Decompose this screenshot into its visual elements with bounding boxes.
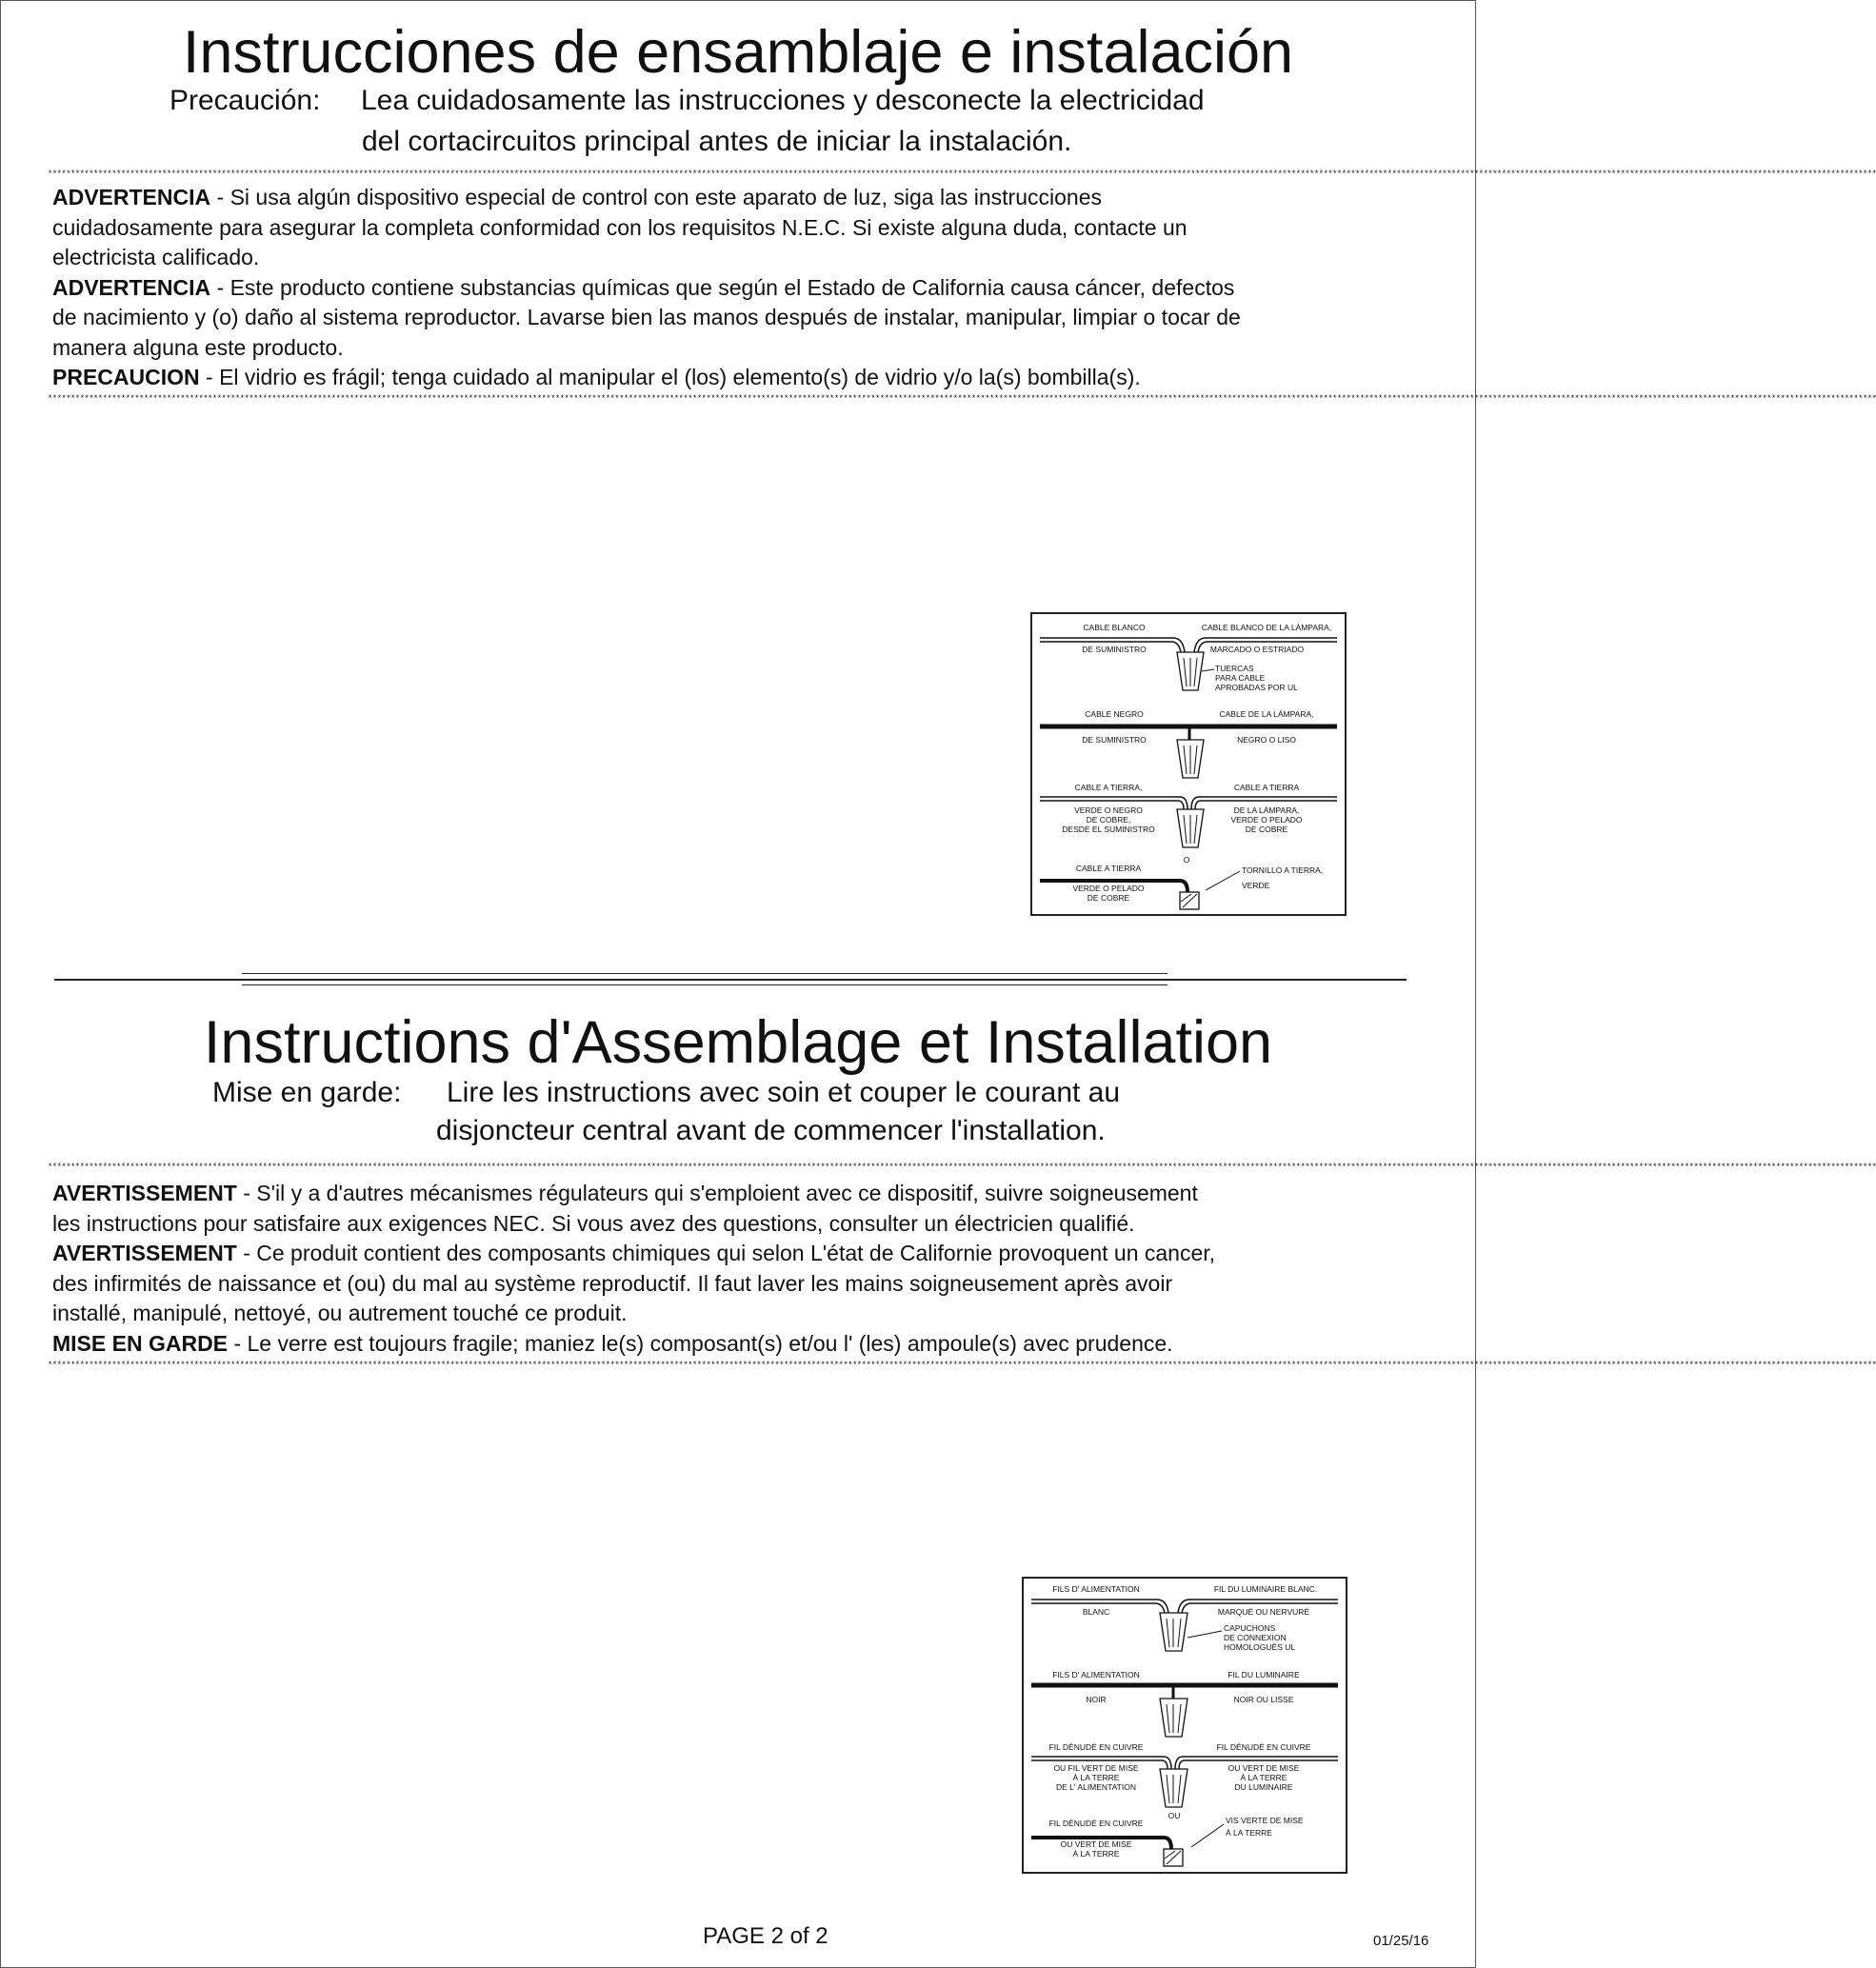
diagram-label: CABLE A TIERRA bbox=[1075, 864, 1142, 873]
diagram-label: À LA TERRE bbox=[1240, 1773, 1287, 1782]
spanish-warnings: ADVERTENCIA - Si usa algún dispositivo especial de control con este aparato de luz, siga las instrucciones cuidadosamente para asegurar la completa conformidad con los requisitos N.E.C. Si existe alguna duda, contacte un electricista calificado. ADVERTENCIA - Este producto contiene substancias químicas que según el Estado de California causa cáncer, defectos de nacimiento y (o) daño al sistema reproductor. Lavarse bien las manos después de instalar, manipular, limpiar o tocar de manera alguna este producto. PRECAUCION - El vidrio es frágil; tenga cuidado al manipular el (los) elemento(s) de vidrio y/o la(s) bombilla(s). bbox=[52, 183, 1443, 393]
diagram-label: FIL DÉNUDÉ EN CUIVRE bbox=[1048, 1742, 1144, 1752]
diagram-label: PARA CABLE bbox=[1215, 673, 1266, 683]
french-title: Instructions d'Assemblage et Installation bbox=[203, 1009, 1273, 1076]
diagram-label: OU VERT DE MISE bbox=[1227, 1763, 1300, 1773]
diagram-label: NEGRO O LISO bbox=[1237, 735, 1296, 745]
diagram-label: FIL DU LUMINAIRE bbox=[1227, 1670, 1300, 1680]
diagram-label: À LA TERRE bbox=[1072, 1849, 1120, 1859]
asterisk-divider: **************************************************************************************************************************************************************************************************************************************************************************************************************************************************************************************************************** bbox=[48, 169, 1876, 179]
diagram-label: DE COBRE, bbox=[1086, 815, 1131, 825]
spanish-warning-2: ADVERTENCIA - Este producto contiene substancias químicas que según el Estado de California causa cáncer, defectos bbox=[52, 274, 1235, 300]
diagram-label: MARCADO O ESTRIADO bbox=[1209, 645, 1305, 654]
diagram-label: DE L' ALIMENTATION bbox=[1056, 1782, 1136, 1792]
diagram-label: FIL DÉNUDÉ EN CUIVRE bbox=[1216, 1742, 1311, 1752]
diagram-label: VERDE O NEGRO bbox=[1074, 805, 1143, 815]
spanish-caution-glass: PRECAUCION - El vidrio es frágil; tenga cuidado al manipular el (los) elemento(s) de vidrio y/o la(s) bombilla(s). bbox=[52, 365, 1141, 389]
diagram-label: OU VERT DE MISE bbox=[1060, 1839, 1132, 1849]
diagram-label: VERDE O PELADO bbox=[1230, 815, 1303, 825]
diagram-label: HOMOLOGUÉS UL bbox=[1224, 1642, 1296, 1652]
diagram-label: DE SUMINISTRO bbox=[1082, 735, 1147, 745]
diagram-label: CABLE BLANCO DE LA LÁMPARA, bbox=[1201, 623, 1332, 632]
french-warning-2: AVERTISSEMENT - Ce produit contient des composants chimiques qui selon L'état de Californie provoquent un cancer, bbox=[52, 1241, 1216, 1265]
spanish-title: Instrucciones de ensamblaje e instalación bbox=[182, 19, 1294, 86]
page-number: PAGE 2 of 2 bbox=[703, 1923, 828, 1949]
diagram-label: BLANC bbox=[1082, 1607, 1110, 1617]
diagram-label: FIL DU LUMINAIRE BLANC. bbox=[1213, 1584, 1318, 1594]
spanish-caution-line2: del cortacircuitos principal antes de iniciar la instalación. bbox=[362, 126, 1072, 157]
asterisk-divider: **************************************************************************************************************************************************************************************************************************************************************************************************************************************************************************************************************** bbox=[48, 394, 1876, 404]
diagram-label: O bbox=[1183, 855, 1190, 865]
diagram-label: DE COBRE bbox=[1087, 893, 1130, 903]
diagram-label: TUERCAS bbox=[1215, 664, 1254, 673]
revision-date: 01/25/16 bbox=[1373, 1933, 1429, 1949]
diagram-label: CABLE A TIERRA, bbox=[1074, 783, 1143, 792]
french-wiring-diagram bbox=[1022, 1577, 1347, 1874]
asterisk-divider: **************************************************************************************************************************************************************************************************************************************************************************************************************************************************************************************************************** bbox=[48, 1163, 1876, 1172]
diagram-label: DE SUMINISTRO bbox=[1082, 645, 1147, 654]
diagram-label: VERDE bbox=[1242, 881, 1270, 890]
diagram-label: VERDE O PELADO bbox=[1072, 884, 1145, 893]
diagram-label: À LA TERRE bbox=[1072, 1773, 1120, 1782]
diagram-label: À LA TERRE bbox=[1226, 1828, 1272, 1838]
french-warning-1: AVERTISSEMENT - S'il y a d'autres mécanismes régulateurs qui s'emploient avec ce dispositif, suivre soigneusement bbox=[52, 1181, 1198, 1205]
diagram-label: NOIR bbox=[1086, 1695, 1107, 1704]
diagram-label: OU bbox=[1168, 1811, 1181, 1820]
diagram-label: CABLE A TIERRA bbox=[1233, 783, 1300, 792]
asterisk-divider: **************************************************************************************************************************************************************************************************************************************************************************************************************************************************************************************************************** bbox=[48, 1361, 1876, 1370]
section-separator bbox=[54, 979, 1407, 981]
french-caution-label: Mise en garde: bbox=[212, 1077, 402, 1108]
french-warnings: AVERTISSEMENT - S'il y a d'autres mécanismes régulateurs qui s'emploient avec ce dispositif, suivre soigneusement les instructions pour satisfaire aux exigences NEC. Si vous avez des questions, consulter un électricien qualifié. AVERTISSEMENT - Ce produit contient des composants chimiques qui selon L'état de Californie provoquent un cancer, des infirmités de naissance et (ou) du mal au système reproductif. Il faut laver les mains soigneusement après avoir installé, manipulé, nettoyé, ou autrement touché ce produit. MISE EN GARDE - Le verre est toujours fragile; maniez le(s) composant(s) et/ou l' (les) ampoule(s) avec prudence. bbox=[52, 1179, 1443, 1359]
diagram-label: DESDE EL SUMINISTRO bbox=[1062, 825, 1155, 834]
diagram-label: MARQUÉ OU NERVURÉ bbox=[1217, 1607, 1310, 1617]
spanish-warning-1: ADVERTENCIA - Si usa algún dispositivo especial de control con este aparato de luz, siga las instrucciones bbox=[52, 185, 1102, 209]
diagram-label: FILS D' ALIMENTATION bbox=[1052, 1584, 1140, 1594]
diagram-label: NOIR OU LISSE bbox=[1233, 1695, 1294, 1704]
french-caution-glass: MISE EN GARDE - Le verre est toujours fragile; maniez le(s) composant(s) et/ou l' (les) ampoule(s) avec prudence. bbox=[52, 1330, 1173, 1356]
spanish-wiring-diagram bbox=[1030, 612, 1347, 916]
diagram-label: DE COBRE bbox=[1245, 825, 1288, 834]
spanish-caution-label: Precaución: bbox=[170, 85, 321, 116]
diagram-label: DE LA LÁMPARA, bbox=[1233, 805, 1300, 815]
diagram-label: DU LUMINAIRE bbox=[1234, 1782, 1293, 1792]
diagram-label: APROBADAS POR UL bbox=[1215, 683, 1298, 692]
diagram-label: CABLE BLANCO bbox=[1083, 623, 1146, 632]
french-caution-line1: Lire les instructions avec soin et couper le courant au bbox=[447, 1077, 1121, 1108]
diagram-label: VIS VERTE DE MISE bbox=[1226, 1816, 1304, 1825]
diagram-label: CAPUCHONS bbox=[1224, 1623, 1276, 1633]
diagram-label: FIL DÉNUDÉ EN CUIVRE bbox=[1048, 1819, 1144, 1828]
diagram-label: CABLE DE LA LÁMPARA, bbox=[1219, 709, 1314, 719]
section-separator-inner bbox=[242, 973, 1168, 974]
diagram-label: FILS D' ALIMENTATION bbox=[1052, 1670, 1140, 1680]
french-caution-line2: disjoncteur central avant de commencer l'installation. bbox=[436, 1115, 1106, 1146]
diagram-label: OU FIL VERT DE MISE bbox=[1053, 1763, 1139, 1773]
diagram-label: CABLE NEGRO bbox=[1085, 709, 1144, 719]
spanish-caution-line1: Lea cuidadosamente las instrucciones y desconecte la electricidad bbox=[361, 85, 1205, 116]
diagram-label: TORNILLO A TIERRA, bbox=[1242, 865, 1324, 875]
section-separator-inner bbox=[242, 984, 1168, 985]
diagram-label: DE CONNEXION bbox=[1224, 1633, 1287, 1642]
